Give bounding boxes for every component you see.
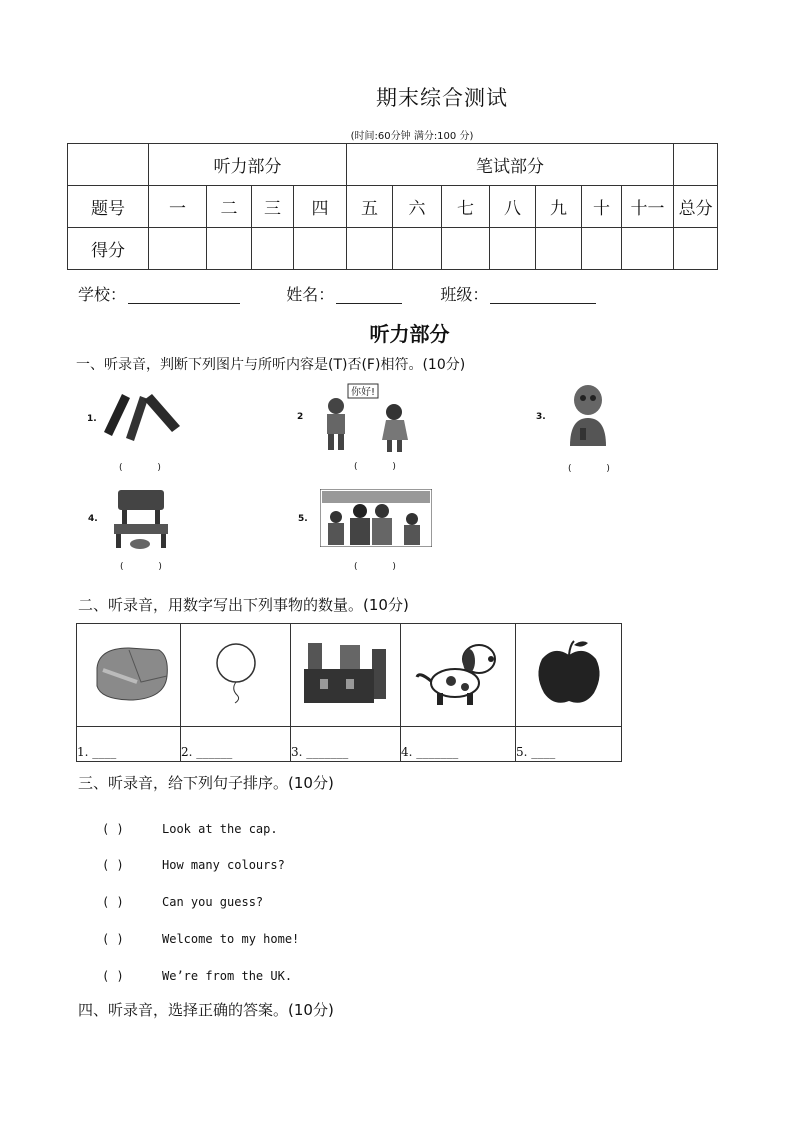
ordering-item (102, 895, 263, 909)
count-table (76, 623, 622, 762)
count-image-row (77, 624, 622, 727)
answer-paren[interactable]: ( ) (119, 463, 177, 473)
count-answer-blank[interactable]: 2. ______ (181, 727, 291, 762)
count-answer-blank[interactable]: 5. ____ (516, 727, 622, 762)
ordering-sentence: Look at the cap. (162, 822, 278, 836)
score-cell[interactable] (207, 228, 252, 270)
score-cell[interactable] (490, 228, 536, 270)
count-answer-blank[interactable]: 1. ____ (77, 727, 181, 762)
question-number: 十一 (622, 186, 674, 228)
section-3-title: 三、听录音，给下列句子排序。(10分) (78, 774, 334, 792)
score-cell[interactable] (252, 228, 294, 270)
count-image-cell (181, 624, 291, 727)
name-field[interactable] (336, 287, 402, 304)
listening-part-header: 听力部分 (149, 144, 347, 186)
empty-cell (68, 144, 149, 186)
score-cell[interactable] (582, 228, 622, 270)
count-image-cell (291, 624, 401, 727)
apple-icon (534, 637, 604, 709)
item-number: 5. (298, 514, 308, 524)
score-cell[interactable] (393, 228, 442, 270)
count-image-cell (77, 624, 181, 727)
greeting-children-icon (314, 382, 420, 454)
question-number: 九 (536, 186, 582, 228)
answer-paren[interactable]: ( ) (120, 562, 178, 572)
question-number: 五 (347, 186, 393, 228)
count-image-cell (516, 624, 622, 727)
ordering-sentence: How many colours? (162, 858, 285, 872)
answer-paren[interactable]: ( ) (354, 462, 412, 472)
order-answer-paren[interactable]: ( ) (102, 822, 124, 836)
empty-cell (674, 144, 718, 186)
ordering-sentence: We’re from the UK. (162, 969, 293, 983)
ordering-item (102, 932, 299, 946)
section-1-title: 一、听录音，判断下列图片与所听内容是(T)否(F)相符。(10分) (76, 357, 466, 373)
order-answer-paren[interactable]: ( ) (102, 969, 124, 983)
score-cell[interactable] (347, 228, 393, 270)
question-number: 三 (252, 186, 294, 228)
crayons-icon (100, 388, 184, 446)
school-label: 学校： (78, 285, 127, 304)
order-answer-paren[interactable]: ( ) (102, 895, 124, 909)
count-answer-row (77, 727, 622, 762)
row-label-score: 得分 (68, 228, 149, 270)
score-cell[interactable] (149, 228, 207, 270)
item-number: 2 (297, 412, 304, 422)
order-answer-paren[interactable]: ( ) (102, 858, 124, 872)
student-info-line (78, 282, 596, 305)
exam-time-score: (时间:60分钟 满分:100 分) (350, 131, 474, 142)
item-number: 4. (88, 514, 98, 524)
family-photo-icon (320, 489, 432, 547)
ordering-item (102, 822, 278, 836)
ordering-sentence: Can you guess? (162, 895, 264, 909)
score-cell[interactable] (442, 228, 490, 270)
class-field[interactable] (490, 287, 596, 304)
question-number: 八 (490, 186, 536, 228)
score-table (67, 143, 718, 270)
question-number: 七 (442, 186, 490, 228)
item-number: 3. (536, 412, 546, 422)
grandpa-icon (566, 384, 608, 448)
written-part-header: 笔试部分 (347, 144, 674, 186)
name-label: 姓名： (286, 285, 335, 304)
speech-bubble-text: 你好! (351, 387, 376, 398)
ordering-item (102, 858, 285, 872)
question-number: 二 (207, 186, 252, 228)
score-table-header-row (68, 144, 718, 186)
ordering-item (102, 969, 292, 983)
count-image-cell (401, 624, 516, 727)
answer-paren[interactable]: ( ) (568, 464, 626, 474)
castle-icon (300, 639, 392, 707)
score-cell[interactable] (622, 228, 674, 270)
score-cell[interactable] (294, 228, 347, 270)
question-number-row (68, 186, 718, 228)
score-cell[interactable] (536, 228, 582, 270)
score-cell[interactable] (674, 228, 718, 270)
balloon-icon (211, 641, 261, 705)
row-label-number: 题号 (68, 186, 149, 228)
question-number: 四 (294, 186, 347, 228)
count-answer-blank[interactable]: 3. _______ (291, 727, 401, 762)
count-answer-blank[interactable]: 4. _______ (401, 727, 516, 762)
dog-icon (413, 637, 503, 709)
eraser-icon (89, 642, 169, 704)
section-2-title: 二、听录音，用数字写出下列事物的数量。(10分) (78, 596, 409, 614)
question-number: 十 (582, 186, 622, 228)
score-row (68, 228, 718, 270)
page-title: 期末综合测试 (376, 86, 508, 110)
total-score-header: 总分 (674, 186, 718, 228)
chair-icon (110, 488, 170, 550)
question-number: 一 (149, 186, 207, 228)
class-label: 班级： (440, 285, 489, 304)
section-4-title: 四、听录音，选择正确的答案。(10分) (78, 1001, 334, 1019)
answer-paren[interactable]: ( ) (354, 562, 412, 572)
question-number: 六 (393, 186, 442, 228)
ordering-sentence: Welcome to my home! (162, 932, 300, 946)
order-answer-paren[interactable]: ( ) (102, 932, 124, 946)
school-field[interactable] (128, 287, 240, 304)
listening-section-heading: 听力部分 (369, 322, 450, 346)
item-number: 1. (87, 414, 97, 424)
